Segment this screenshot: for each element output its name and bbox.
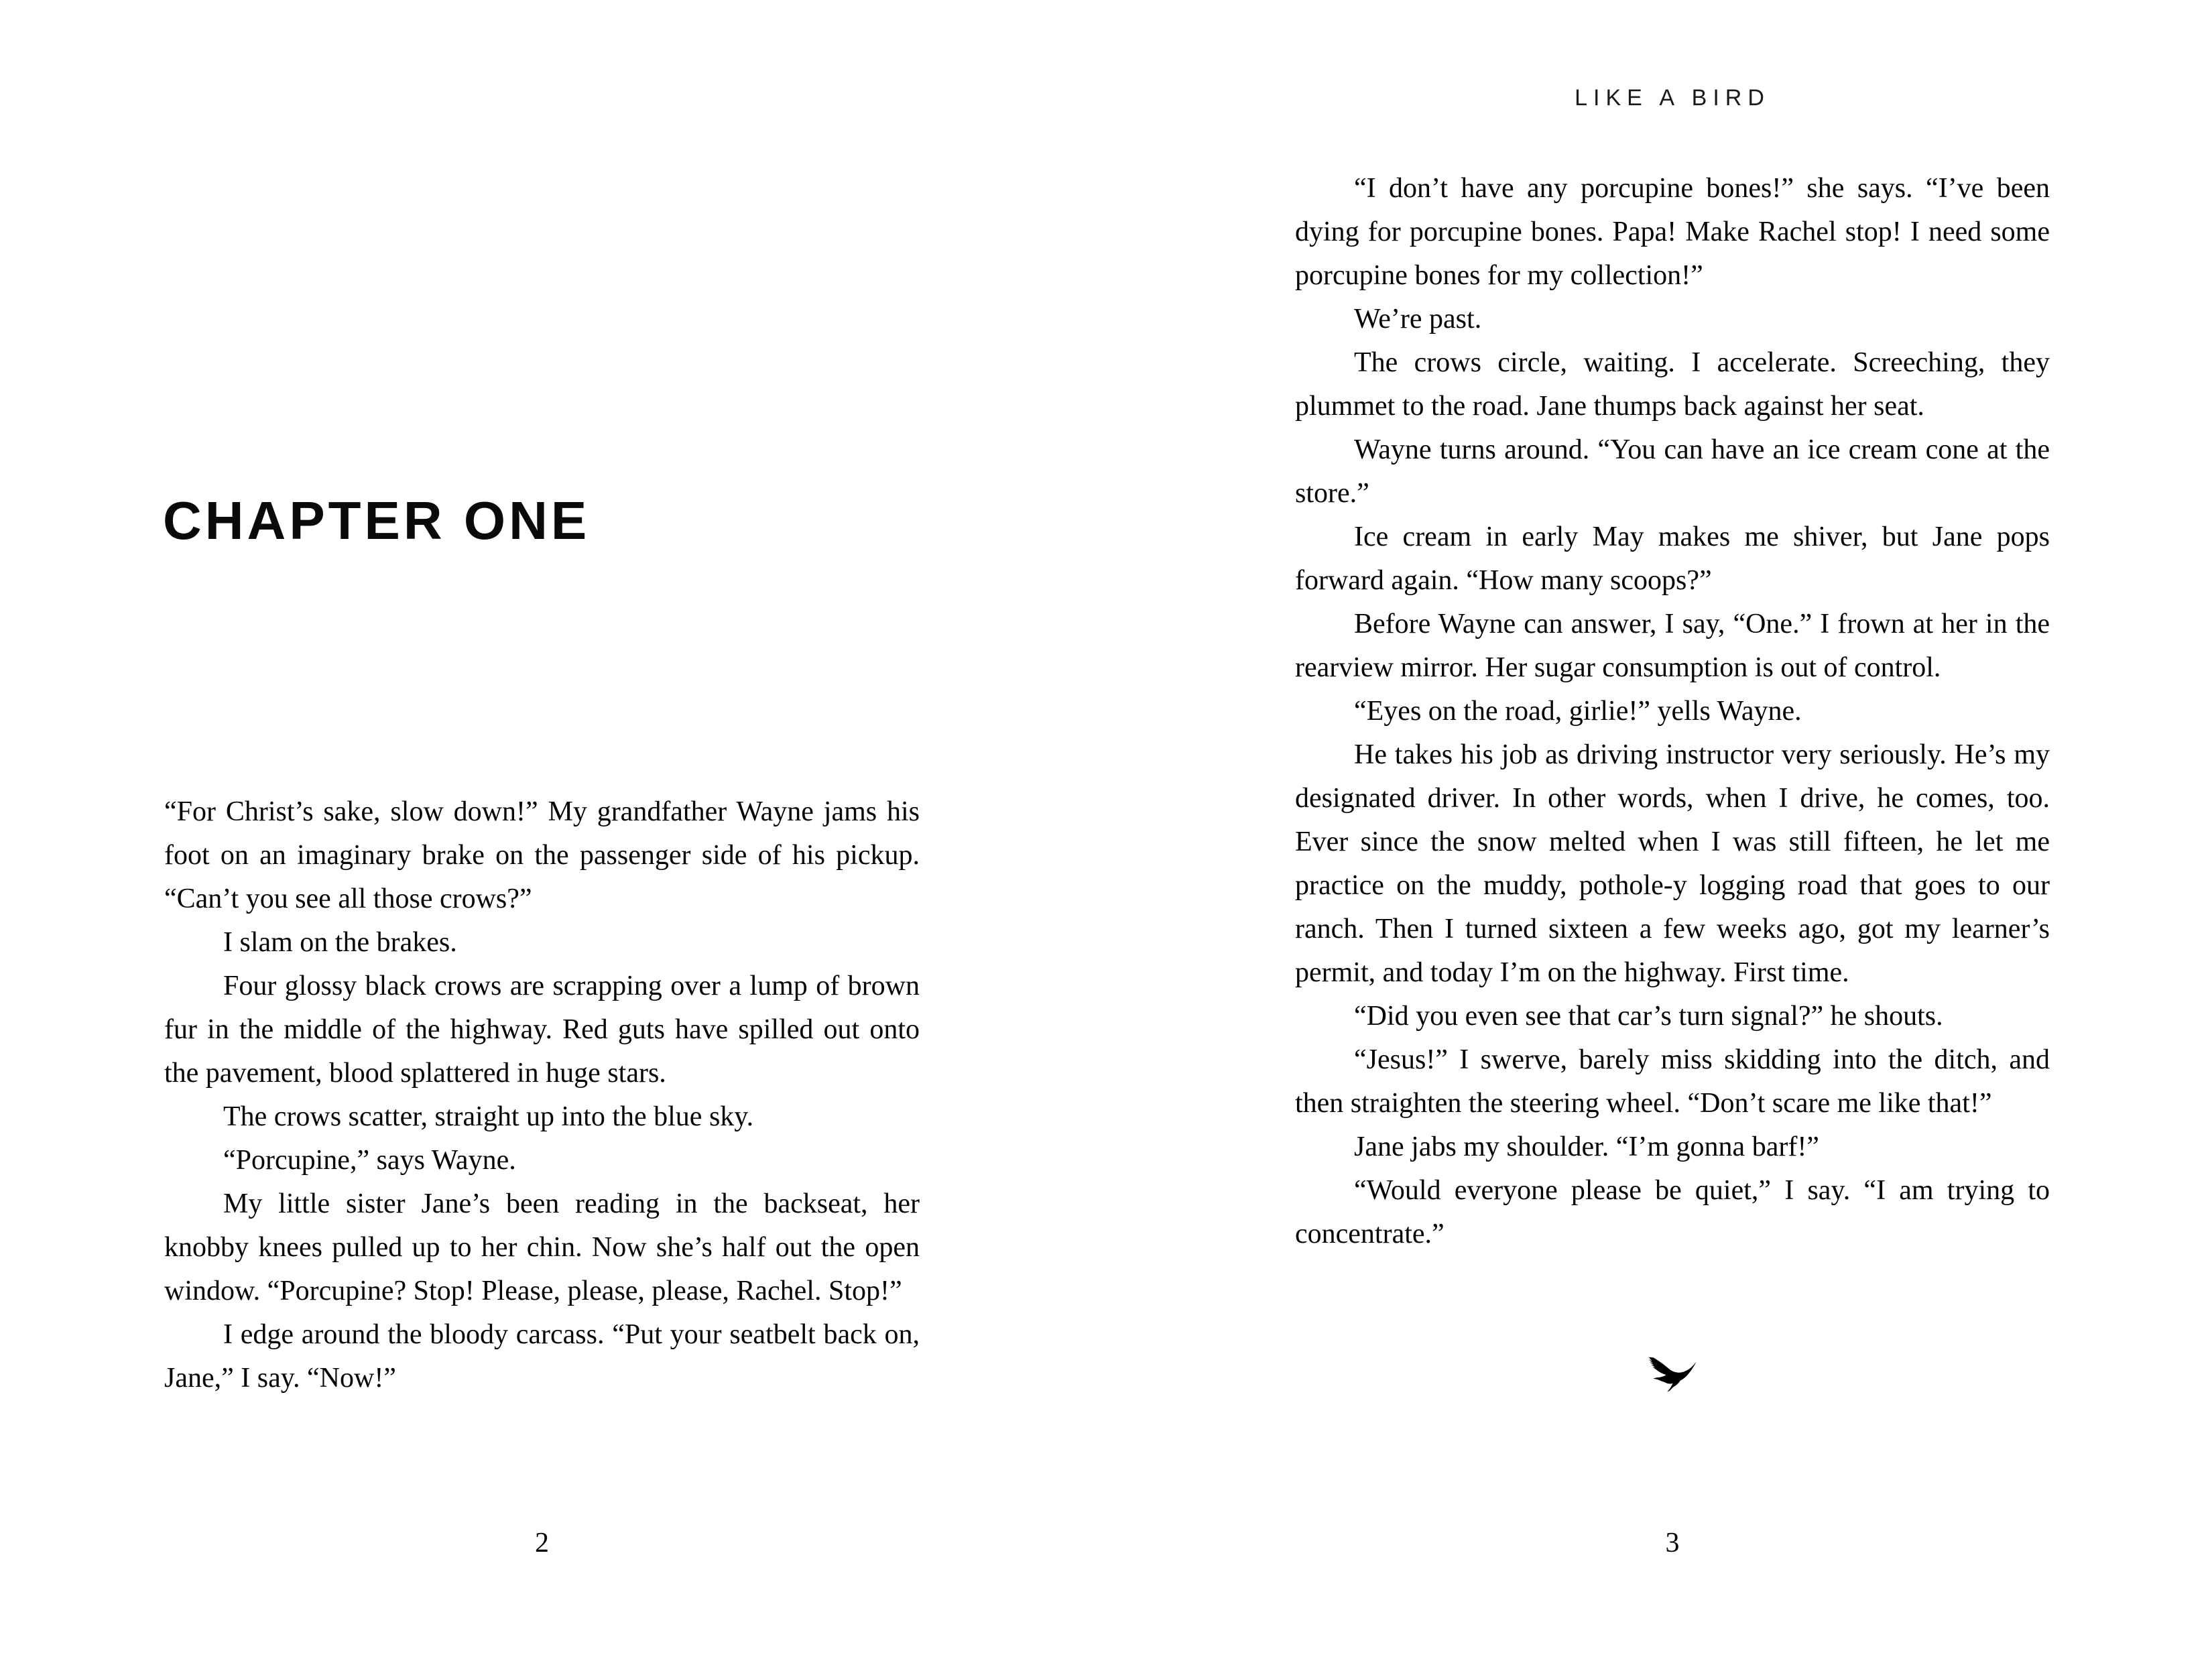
running-header: LIKE A BIRD bbox=[1575, 85, 1770, 111]
left-page-text bbox=[164, 790, 920, 1400]
paragraph: “Did you even see that car’s turn signal?” he shouts. bbox=[1354, 1001, 1943, 1032]
paragraph: Wayne turns around. “You can have an ice cream cone at the store.” bbox=[1295, 434, 2050, 509]
paragraph: The crows circle, waiting. I accelerate. Screeching, they plummet to the road. Jane thumps back against her seat. bbox=[1295, 347, 2050, 422]
paragraph: “Would everyone please be quiet,” I say. “I am trying to concentrate.” bbox=[1295, 1175, 2050, 1249]
page-number-right: 3 bbox=[1665, 1528, 1680, 1558]
paragraph: Before Wayne can answer, I say, “One.” I frown at her in the rearview mirror. Her sugar consumption is out of control. bbox=[1295, 609, 2050, 683]
paragraph: The crows scatter, straight up into the blue sky. bbox=[223, 1101, 754, 1132]
right-page-text bbox=[1295, 167, 2050, 1256]
paragraph: Four glossy black crows are scrapping over a lump of brown fur in the middle of the highway. Red guts have spilled out onto the pavement, blood splattered in huge stars. bbox=[164, 971, 920, 1089]
paragraph: He takes his job as driving instructor very seriously. He’s my designated driver. In other words, when I drive, he comes, too. Ever since the snow melted when I was still fifteen, he let me practice on the muddy, pothole-y logging road that goes to our ranch. Then I turned sixteen a few weeks ago, got my learner’s permit, and today I’m on the highway. First time. bbox=[1295, 739, 2050, 988]
section-break-ornament bbox=[1646, 1357, 1699, 1398]
paragraph: I edge around the bloody carcass. “Put your seatbelt back on, Jane,” I say. “Now!” bbox=[164, 1319, 920, 1394]
paragraph: “I don’t have any porcupine bones!” she says. “I’ve been dying for porcupine bones. Papa! Make Rachel stop! I need some porcupine bones for my collection!” bbox=[1295, 173, 2050, 291]
paragraph: “Porcupine,” says Wayne. bbox=[223, 1145, 516, 1176]
paragraph: Ice cream in early May makes me shiver, but Jane pops forward again. “How many scoops?” bbox=[1295, 521, 2050, 596]
paragraph: “Eyes on the road, girlie!” yells Wayne. bbox=[1354, 696, 1802, 727]
paragraph: “For Christ’s sake, slow down!” My grandfather Wayne jams his foot on an imaginary brake on the passenger side of his pickup. “Can’t you see all those crows?” bbox=[164, 796, 920, 914]
paragraph: We’re past. bbox=[1354, 304, 1482, 334]
chapter-heading: CHAPTER ONE bbox=[163, 491, 591, 550]
paragraph: “Jesus!” I swerve, barely miss skidding into the ditch, and then straighten the steering wheel. “Don’t scare me like that!” bbox=[1295, 1044, 2050, 1119]
paragraph: My little sister Jane’s been reading in the backseat, her knobby knees pulled up to her chin. Now she’s half out the open window. “Porcupine? Stop! Please, please, please, Rachel. Stop!” bbox=[164, 1188, 920, 1306]
flying-bird-icon bbox=[1646, 1357, 1699, 1398]
paragraph: I slam on the brakes. bbox=[223, 927, 457, 958]
page-number-left: 2 bbox=[535, 1528, 549, 1558]
paragraph: Jane jabs my shoulder. “I’m gonna barf!” bbox=[1354, 1131, 1819, 1162]
